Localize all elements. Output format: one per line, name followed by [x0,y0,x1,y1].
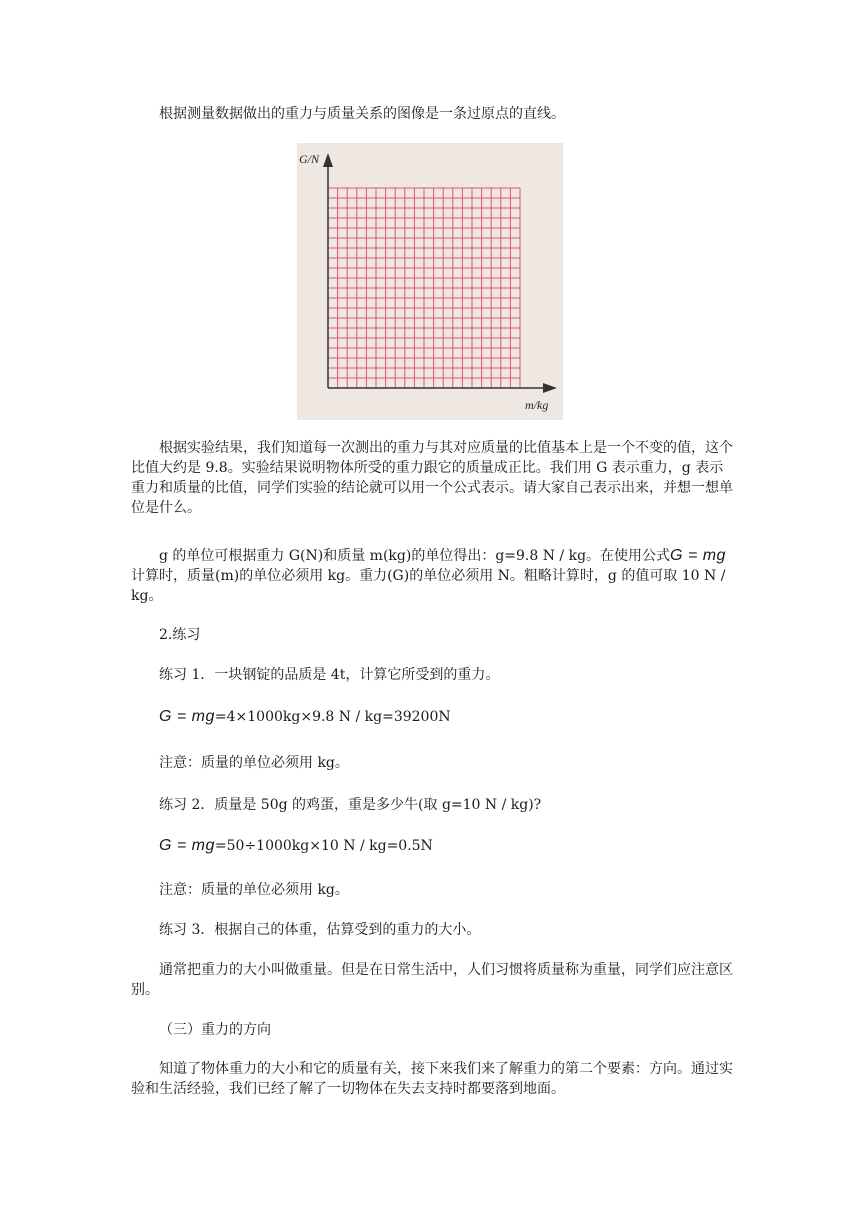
formula-g-mg: G = mg [670,547,726,564]
exercise-2-calc: =50÷1000kg×10 N / kg=0.5N [214,838,433,854]
intro-paragraph: 根据测量数据做出的重力与质量关系的图像是一条过原点的直线。 [159,106,565,122]
note-1: 注意：质量的单位必须用 kg。 [159,755,349,771]
weight-paragraph: 通常把重力的大小叫做重量。但是在日常生活中，人们习惯将质量称为重量，同学们应注意区别。 [131,962,733,998]
section-direction: （三）重力的方向 [159,1022,271,1038]
note-2: 注意：质量的单位必须用 kg。 [159,882,349,898]
grid-figure [297,143,563,420]
x-axis-arrow-icon [543,383,557,393]
unit-text-b: 计算时，质量(m)的单位必须用 kg。重力(G)的单位必须用 N。粗略计算时，g 的值可取 10 N / kg。 [131,568,726,604]
formula-g-mg: G = mg [159,708,215,725]
result-paragraph: 根据实验结果，我们知道每一次测出的重力与其对应质量的比值基本上是一个不变的值，这个比值大约是 9.8。实验结果说明物体所受的重力跟它的质量成正比。我们用 G 表示重力，g 表示重力和质量的比值，同学们实验的结论就可以用一个公式表示。请大家自己表示出来，并想一想单位是什么。 [131,440,733,516]
formula-g-mg: G = mg [159,837,215,854]
exercise-3: 练习 3．根据自己的体重，估算受到的重力的大小。 [159,922,481,938]
x-axis-label: m/kg [525,398,549,412]
exercise-1-calc: =4×1000kg×9.8 N / kg=39200N [214,709,451,725]
exercise-1: 练习 1．一块钢锭的品质是 4t，计算它所受到的重力。 [159,667,500,683]
gravity-mass-grid [297,143,563,420]
exercise-1-solution [131,707,735,727]
direction-paragraph: 知道了物体重力的大小和它的质量有关，接下来我们来了解重力的第二个要素：方向。通过实验和生活经验，我们已经了解了一切物体在失去支持时都要落到地面。 [131,1061,733,1097]
section-practice: 2.练习 [159,627,201,643]
exercise-2: 练习 2．质量是 50g 的鸡蛋，重是多少牛(取 g=10 N / kg)? [159,797,542,813]
unit-text-a: g 的单位可根据重力 G(N)和质量 m(kg)的单位得出：g=9.8 N / kg。在使用公式 [159,548,671,564]
y-axis-label: G/N [299,152,320,166]
y-axis-arrow-icon [323,153,333,167]
unit-paragraph [131,546,735,606]
exercise-2-solution [131,836,735,856]
